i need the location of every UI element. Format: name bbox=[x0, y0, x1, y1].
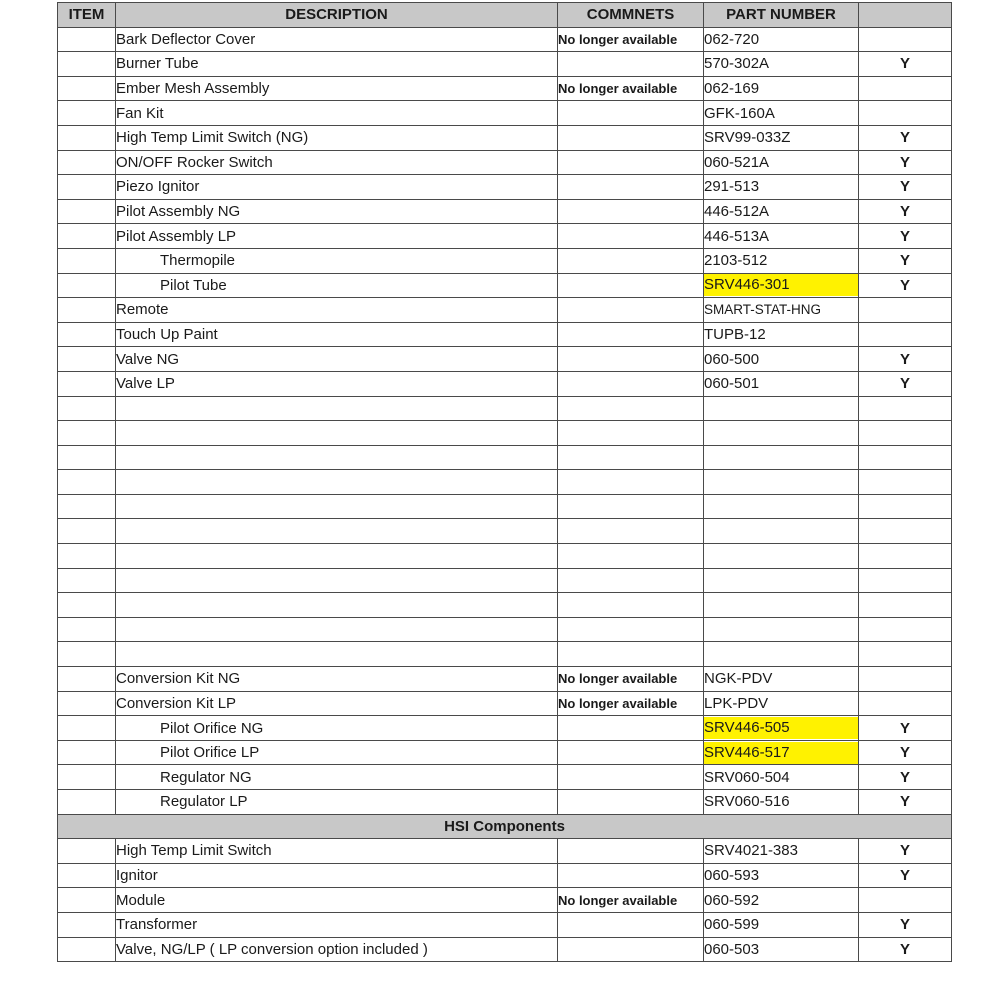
description-cell: Ember Mesh Assembly bbox=[116, 76, 558, 101]
flag-cell: Y bbox=[859, 150, 952, 175]
comment-cell bbox=[558, 224, 704, 249]
comment-cell bbox=[558, 101, 704, 126]
comment-cell bbox=[558, 52, 704, 77]
part-number-cell bbox=[704, 617, 859, 642]
flag-cell: Y bbox=[859, 790, 952, 815]
part-number-cell: 2103-512 bbox=[704, 248, 859, 273]
part-number-cell: 446-512A bbox=[704, 199, 859, 224]
description-cell bbox=[116, 421, 558, 446]
item-cell bbox=[58, 421, 116, 446]
flag-cell: Y bbox=[859, 175, 952, 200]
item-cell bbox=[58, 76, 116, 101]
table-row bbox=[58, 199, 952, 224]
table-row bbox=[58, 347, 952, 372]
description-cell: Regulator LP bbox=[116, 790, 558, 815]
comment-cell: No longer available bbox=[558, 691, 704, 716]
part-number-cell bbox=[704, 593, 859, 618]
part-number-cell: 060-599 bbox=[704, 912, 859, 937]
comment-cell bbox=[558, 765, 704, 790]
table-row bbox=[58, 667, 952, 692]
comment-cell bbox=[558, 470, 704, 495]
item-cell bbox=[58, 27, 116, 52]
item-cell bbox=[58, 52, 116, 77]
part-number-cell: SRV99-033Z bbox=[704, 125, 859, 150]
description-cell: High Temp Limit Switch bbox=[116, 839, 558, 864]
table-row bbox=[58, 863, 952, 888]
item-cell bbox=[58, 199, 116, 224]
flag-cell bbox=[859, 27, 952, 52]
comment-cell bbox=[558, 740, 704, 765]
flag-cell: Y bbox=[859, 912, 952, 937]
flag-cell: Y bbox=[859, 52, 952, 77]
item-cell bbox=[58, 568, 116, 593]
description-cell bbox=[116, 470, 558, 495]
flag-cell bbox=[859, 494, 952, 519]
flag-cell: Y bbox=[859, 371, 952, 396]
table-row bbox=[58, 519, 952, 544]
comment-cell bbox=[558, 544, 704, 569]
part-number-cell: 062-720 bbox=[704, 27, 859, 52]
table-row bbox=[58, 544, 952, 569]
table-row bbox=[58, 150, 952, 175]
table-row bbox=[58, 642, 952, 667]
description-cell: Ignitor bbox=[116, 863, 558, 888]
description-cell: Pilot Orifice LP bbox=[116, 740, 558, 765]
part-number-cell: SRV060-504 bbox=[704, 765, 859, 790]
table-row bbox=[58, 937, 952, 962]
part-number-cell: GFK-160A bbox=[704, 101, 859, 126]
flag-cell: Y bbox=[859, 199, 952, 224]
table-row bbox=[58, 371, 952, 396]
item-cell bbox=[58, 863, 116, 888]
flag-cell bbox=[859, 519, 952, 544]
comment-cell: No longer available bbox=[558, 667, 704, 692]
part-number-cell: 060-593 bbox=[704, 863, 859, 888]
table-row bbox=[58, 273, 952, 298]
table-row bbox=[58, 396, 952, 421]
description-cell bbox=[116, 642, 558, 667]
item-cell bbox=[58, 322, 116, 347]
part-number-cell bbox=[704, 445, 859, 470]
flag-cell: Y bbox=[859, 740, 952, 765]
part-number-cell bbox=[704, 494, 859, 519]
description-cell: Piezo Ignitor bbox=[116, 175, 558, 200]
item-cell bbox=[58, 912, 116, 937]
flag-cell bbox=[859, 544, 952, 569]
flag-cell: Y bbox=[859, 224, 952, 249]
comment-cell bbox=[558, 790, 704, 815]
part-number-cell bbox=[704, 519, 859, 544]
part-number-cell: SRV060-516 bbox=[704, 790, 859, 815]
item-cell bbox=[58, 740, 116, 765]
flag-cell bbox=[859, 322, 952, 347]
flag-cell: Y bbox=[859, 765, 952, 790]
header-description: DESCRIPTION bbox=[116, 3, 558, 28]
item-cell bbox=[58, 150, 116, 175]
item-cell bbox=[58, 347, 116, 372]
table-row bbox=[58, 248, 952, 273]
comment-cell bbox=[558, 298, 704, 323]
flag-cell bbox=[859, 568, 952, 593]
table-row bbox=[58, 27, 952, 52]
description-cell: Pilot Tube bbox=[116, 273, 558, 298]
flag-cell: Y bbox=[859, 716, 952, 741]
description-cell: Bark Deflector Cover bbox=[116, 27, 558, 52]
item-cell bbox=[58, 667, 116, 692]
flag-cell: Y bbox=[859, 347, 952, 372]
description-cell: ON/OFF Rocker Switch bbox=[116, 150, 558, 175]
item-cell bbox=[58, 593, 116, 618]
part-number-cell: 060-521A bbox=[704, 150, 859, 175]
description-cell: Fan Kit bbox=[116, 101, 558, 126]
part-number-cell bbox=[704, 273, 859, 298]
item-cell bbox=[58, 298, 116, 323]
highlighted-part-number: SRV446-517 bbox=[704, 742, 859, 764]
comment-cell: No longer available bbox=[558, 888, 704, 913]
flag-cell: Y bbox=[859, 863, 952, 888]
comment-cell bbox=[558, 494, 704, 519]
flag-cell bbox=[859, 396, 952, 421]
description-cell: Valve, NG/LP ( LP conversion option included ) bbox=[116, 937, 558, 962]
comment-cell bbox=[558, 175, 704, 200]
description-cell bbox=[116, 593, 558, 618]
section-title: HSI Components bbox=[58, 814, 952, 839]
parts-list bbox=[58, 27, 952, 814]
table-row bbox=[58, 470, 952, 495]
section-header-row bbox=[58, 814, 952, 839]
comment-cell bbox=[558, 568, 704, 593]
description-cell: High Temp Limit Switch (NG) bbox=[116, 125, 558, 150]
part-number-cell bbox=[704, 421, 859, 446]
item-cell bbox=[58, 248, 116, 273]
table-row bbox=[58, 716, 952, 741]
table-row bbox=[58, 125, 952, 150]
comment-cell bbox=[558, 912, 704, 937]
item-cell bbox=[58, 445, 116, 470]
highlighted-part-number: SRV446-301 bbox=[704, 274, 859, 296]
table-row bbox=[58, 445, 952, 470]
table-row bbox=[58, 790, 952, 815]
description-cell: Touch Up Paint bbox=[116, 322, 558, 347]
parts-table bbox=[57, 2, 952, 962]
part-number-cell: 062-169 bbox=[704, 76, 859, 101]
header-part-number: PART NUMBER bbox=[704, 3, 859, 28]
item-cell bbox=[58, 790, 116, 815]
item-cell bbox=[58, 396, 116, 421]
table-row bbox=[58, 912, 952, 937]
flag-cell bbox=[859, 298, 952, 323]
comment-cell bbox=[558, 642, 704, 667]
flag-cell bbox=[859, 445, 952, 470]
description-cell: Thermopile bbox=[116, 248, 558, 273]
table-row bbox=[58, 839, 952, 864]
description-cell bbox=[116, 617, 558, 642]
flag-cell bbox=[859, 76, 952, 101]
part-number-cell: SRV4021-383 bbox=[704, 839, 859, 864]
part-number-cell: 060-501 bbox=[704, 371, 859, 396]
comment-cell bbox=[558, 347, 704, 372]
flag-cell: Y bbox=[859, 248, 952, 273]
hsi-parts-list bbox=[58, 814, 952, 962]
part-number-cell: 570-302A bbox=[704, 52, 859, 77]
part-number-cell: LPK-PDV bbox=[704, 691, 859, 716]
description-cell bbox=[116, 494, 558, 519]
part-number-cell bbox=[704, 740, 859, 765]
part-number-cell bbox=[704, 716, 859, 741]
flag-cell: Y bbox=[859, 937, 952, 962]
description-cell: Pilot Orifice NG bbox=[116, 716, 558, 741]
description-cell bbox=[116, 445, 558, 470]
table-row bbox=[58, 593, 952, 618]
flag-cell bbox=[859, 667, 952, 692]
highlighted-part-number: SRV446-505 bbox=[704, 717, 859, 739]
comment-cell bbox=[558, 519, 704, 544]
comment-cell: No longer available bbox=[558, 76, 704, 101]
table-row bbox=[58, 617, 952, 642]
item-cell bbox=[58, 617, 116, 642]
comment-cell bbox=[558, 716, 704, 741]
flag-cell: Y bbox=[859, 839, 952, 864]
flag-cell: Y bbox=[859, 125, 952, 150]
item-cell bbox=[58, 937, 116, 962]
comment-cell bbox=[558, 371, 704, 396]
description-cell: Transformer bbox=[116, 912, 558, 937]
item-cell bbox=[58, 691, 116, 716]
description-cell: Conversion Kit NG bbox=[116, 667, 558, 692]
item-cell bbox=[58, 888, 116, 913]
part-number-cell bbox=[704, 396, 859, 421]
item-cell bbox=[58, 519, 116, 544]
table-row bbox=[58, 175, 952, 200]
comment-cell bbox=[558, 617, 704, 642]
item-cell bbox=[58, 470, 116, 495]
comment-cell bbox=[558, 937, 704, 962]
flag-cell bbox=[859, 421, 952, 446]
description-cell: Burner Tube bbox=[116, 52, 558, 77]
description-cell: Conversion Kit LP bbox=[116, 691, 558, 716]
part-number-cell: 060-503 bbox=[704, 937, 859, 962]
item-cell bbox=[58, 175, 116, 200]
table-row bbox=[58, 101, 952, 126]
description-cell: Pilot Assembly LP bbox=[116, 224, 558, 249]
table-row bbox=[58, 494, 952, 519]
part-number-cell: 291-513 bbox=[704, 175, 859, 200]
description-cell: Valve LP bbox=[116, 371, 558, 396]
table-row bbox=[58, 421, 952, 446]
table-row bbox=[58, 740, 952, 765]
item-cell bbox=[58, 494, 116, 519]
comment-cell bbox=[558, 199, 704, 224]
comment-cell bbox=[558, 863, 704, 888]
table-row bbox=[58, 76, 952, 101]
description-cell bbox=[116, 396, 558, 421]
header-flag bbox=[859, 3, 952, 28]
description-cell bbox=[116, 519, 558, 544]
description-cell: Regulator NG bbox=[116, 765, 558, 790]
item-cell bbox=[58, 544, 116, 569]
description-cell bbox=[116, 544, 558, 569]
comment-cell bbox=[558, 839, 704, 864]
part-number-cell bbox=[704, 642, 859, 667]
item-cell bbox=[58, 839, 116, 864]
comment-cell bbox=[558, 593, 704, 618]
description-cell: Pilot Assembly NG bbox=[116, 199, 558, 224]
part-number-cell: 060-500 bbox=[704, 347, 859, 372]
item-cell bbox=[58, 101, 116, 126]
table-row bbox=[58, 568, 952, 593]
flag-cell bbox=[859, 888, 952, 913]
item-cell bbox=[58, 642, 116, 667]
table-row bbox=[58, 322, 952, 347]
comment-cell bbox=[558, 445, 704, 470]
item-cell bbox=[58, 765, 116, 790]
description-cell: Remote bbox=[116, 298, 558, 323]
part-number-cell bbox=[704, 470, 859, 495]
flag-cell bbox=[859, 642, 952, 667]
table-row bbox=[58, 298, 952, 323]
comment-cell bbox=[558, 248, 704, 273]
comment-cell bbox=[558, 273, 704, 298]
item-cell bbox=[58, 716, 116, 741]
part-number-cell: 060-592 bbox=[704, 888, 859, 913]
part-number-cell: NGK-PDV bbox=[704, 667, 859, 692]
flag-cell bbox=[859, 691, 952, 716]
table-row bbox=[58, 52, 952, 77]
flag-cell: Y bbox=[859, 273, 952, 298]
header-row bbox=[58, 3, 952, 28]
description-cell: Valve NG bbox=[116, 347, 558, 372]
flag-cell bbox=[859, 617, 952, 642]
comment-cell: No longer available bbox=[558, 27, 704, 52]
header-item: ITEM bbox=[58, 3, 116, 28]
flag-cell bbox=[859, 101, 952, 126]
part-number-cell: SMART-STAT-HNG bbox=[704, 298, 859, 323]
table-row bbox=[58, 765, 952, 790]
part-number-cell: 446-513A bbox=[704, 224, 859, 249]
table-row bbox=[58, 888, 952, 913]
flag-cell bbox=[859, 470, 952, 495]
part-number-cell bbox=[704, 544, 859, 569]
comment-cell bbox=[558, 421, 704, 446]
comment-cell bbox=[558, 125, 704, 150]
item-cell bbox=[58, 125, 116, 150]
description-cell: Module bbox=[116, 888, 558, 913]
table-row bbox=[58, 691, 952, 716]
item-cell bbox=[58, 371, 116, 396]
table-row bbox=[58, 224, 952, 249]
comment-cell bbox=[558, 150, 704, 175]
item-cell bbox=[58, 224, 116, 249]
part-number-cell: TUPB-12 bbox=[704, 322, 859, 347]
header-comments: COMMNETS bbox=[558, 3, 704, 28]
comment-cell bbox=[558, 396, 704, 421]
item-cell bbox=[58, 273, 116, 298]
comment-cell bbox=[558, 322, 704, 347]
flag-cell bbox=[859, 593, 952, 618]
description-cell bbox=[116, 568, 558, 593]
part-number-cell bbox=[704, 568, 859, 593]
